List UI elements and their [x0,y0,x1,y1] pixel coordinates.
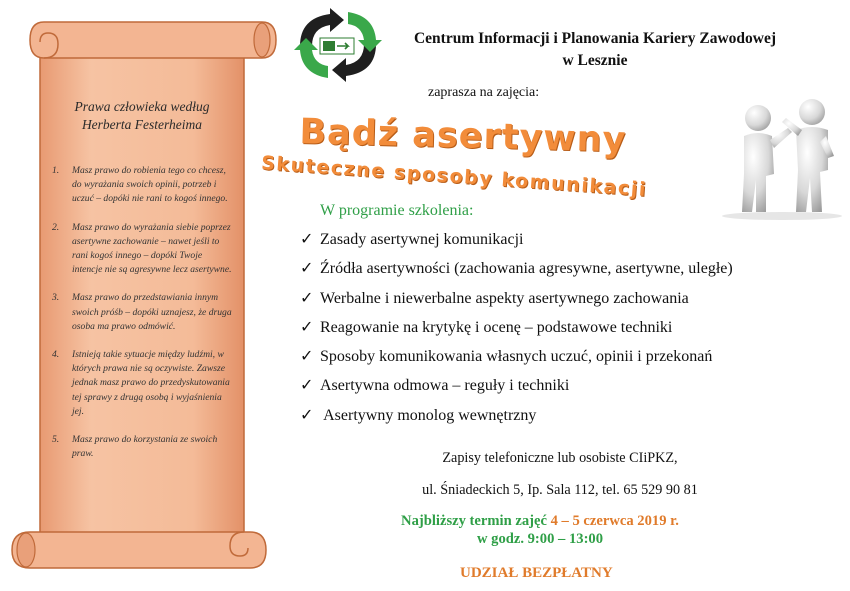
rights-item [52,291,232,334]
invite-text: zaprasza na zajęcia: [428,85,540,100]
signup-line1: Zapisy telefoniczne lub osobiste CIiPKZ, [442,450,678,466]
course-title: Bądź asertywny [298,112,627,161]
organization-name-line2: w Lesznie [562,52,628,69]
program-item-text: Źródła asertywności (zachowania agresywne, asertywne, uległe) [320,260,733,278]
program-item [300,346,733,375]
organization-name [390,28,800,72]
next-date-dates: 4 – 5 czerwca 2019 r. [550,513,679,529]
next-date-info [330,512,750,548]
checkmark-icon: ✓ [300,260,314,278]
rights-title-line1: Prawa człowieka według [74,99,210,114]
rights-title [52,98,232,134]
rights-panel [52,98,232,475]
program-item-text: Werbalne i niewerbalne aspekty asertywnego zachowania [320,289,689,307]
rights-list [52,164,232,461]
people-illustration-icon [716,98,848,220]
rights-item-text: Masz prawo do przedstawiania innym swoich próśb – dopóki uznajesz, że druga osoba ma prawo odmówić. [72,292,232,332]
checkmark-icon: ✓ [300,406,314,424]
rights-item [52,348,232,419]
rights-item [52,221,232,278]
checkmark-icon: ✓ [300,348,314,366]
checkmark-icon: ✓ [300,231,314,248]
program-item [300,317,733,346]
program-item [300,405,733,434]
program-heading: W programie szkolenia: [320,202,474,219]
rights-item [52,433,232,461]
recycle-arrows-logo-icon [290,6,386,84]
checkmark-icon: ✓ [300,318,314,336]
course-subtitle: Skuteczne sposoby komunikacji [260,152,648,201]
next-date-hours: w godz. 9:00 – 13:00 [476,531,604,547]
rights-item-number: 1. [52,165,60,176]
signup-info [395,442,725,506]
program-item-text: Zasady asertywnej komunikacji [320,231,524,248]
rights-item-text: Istnieją takie sytuacje między ludźmi, w których prawa nie są oczywiste. Zawsze jednak masz prawo do przedyskutowania tej sprawy z drugą osobą i wyjaśnienia jej. [72,349,230,417]
rights-item-number: 2. [52,221,60,233]
rights-title-line2: Herberta Festerheima [81,117,203,132]
free-participation: UDZIAŁ BEZPŁATNY [460,565,613,581]
rights-item-number: 4. [52,349,60,361]
program-item [300,258,733,287]
rights-item-text: Masz prawo do korzystania ze swoich praw. [72,434,218,460]
program-item-text: Asertywna odmowa – reguły i techniki [320,377,570,395]
program-item [300,375,733,404]
rights-item-number: 5. [52,434,60,446]
program-item-text: Reagowanie na krytykę i ocenę – podstawowe techniki [320,318,673,336]
program-item-text: Asertywny monolog wewnętrzny [320,406,537,424]
next-date-label: Najbliższy termin zajęć [401,513,547,529]
program-list [300,229,733,434]
organization-name-line1: Centrum Informacji i Planowania Kariery Zawodowej [413,30,777,47]
program-item [300,288,733,317]
checkmark-icon: ✓ [300,289,314,307]
signup-line2: ul. Śniadeckich 5, Ip. Sala 112, tel. 65 529 90 81 [422,482,698,498]
checkmark-icon: ✓ [300,377,314,395]
rights-item-text: Masz prawo do robienia tego co chcesz, do wyrażania swoich opinii, potrzeb i uczuć – dopóki nie rani to kogoś innego. [72,165,228,205]
rights-item-text: Masz prawo do wyrażania siebie poprzez asertywne zachowanie – nawet jeśli to rani kogoś innego – dopóki Twoje intencje nie są agresywne lecz asertywne. [72,221,232,276]
rights-item-number: 3. [52,292,60,304]
rights-item [52,164,232,207]
program-item [300,229,733,258]
program-item-text: Sposoby komunikowania własnych uczuć, opinii i przekonań [320,348,713,366]
